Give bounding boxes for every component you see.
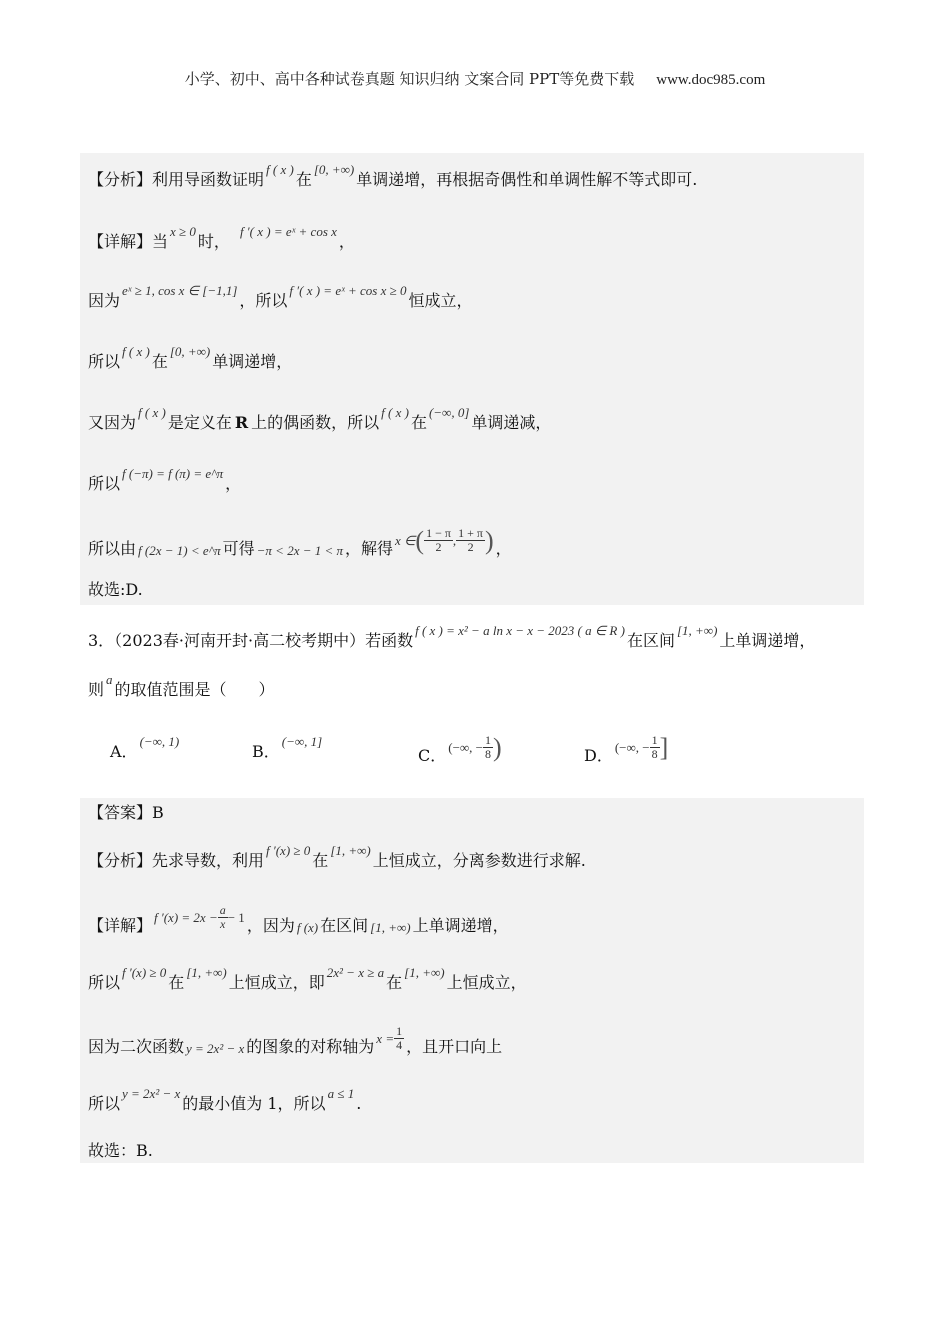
math-expr: f ( x ) (122, 344, 150, 359)
q3-stem-line2: 则 a 的取值范围是（ ） (88, 672, 275, 699)
sol2-line6: 所以 f (−π) = f (π) = e^π ， (88, 466, 242, 493)
math-expr: [0, +∞) (169, 344, 211, 359)
sol3-line3: 所以 f ′(x) ≥ 0 在 [1, +∞) 上恒成立，即 2x² − x ≥ a 在 [1, +∞) 上恒成立， (88, 965, 527, 992)
sol3-detail: 【详解】 f ′(x) = 2x − $\frac{a}{x}$ − 1 ，因为 f (x) 在区间 [1, +∞) 上单调递增， (88, 912, 509, 939)
sol3-line4: 因为二次函数 y = 2x² − x 的图象的对称轴为 x = $\frac{1}{4}$ ，且开口向上 (88, 1033, 502, 1060)
sol3-answer: 【答案】B (88, 803, 164, 822)
q3-option-a[interactable]: A． (−∞, 1) (110, 734, 180, 761)
math-expr: a (106, 672, 113, 687)
sol3-analysis: 【分析】先求导数，利用 f ′(x) ≥ 0 在 [1, +∞) 上恒成立，分离参数进行求解. (88, 843, 586, 870)
sol2-line3: 因为 eˣ ≥ 1, cos x ∈ [−1,1] ，所以 f ′( x ) = eˣ + cos x ≥ 0 恒成立， (88, 283, 473, 310)
sol3-line5: 所以 y = 2x² − x 的最小值为 1，所以 a ≤ 1 . (88, 1086, 362, 1113)
math-expr: (−∞, 0] (428, 405, 470, 420)
sol2-line4: 所以 f ( x ) 在 [0, +∞) 单调递增， (88, 344, 293, 371)
math-expr: x = $\frac{1}{4}$ (376, 1024, 403, 1052)
math-expr: f ′(x) = 2x − $\frac{a}{x}$ − 1 (154, 903, 245, 931)
math-expr: y = 2x² − x (186, 1040, 245, 1056)
sol2-choice: 故选:D. (88, 580, 143, 599)
math-expr: [1, +∞) (370, 919, 411, 935)
header-text: 小学、初中、高中各种试卷真题 知识归纳 文案合同 PPT等免费下载 (184, 70, 635, 88)
header-url[interactable]: www.doc985.com (656, 72, 766, 88)
math-expr: [1, +∞) (186, 965, 227, 980)
math-expr: f (−π) = f (π) = e^π (122, 466, 224, 481)
math-expr: [1, +∞) (404, 965, 445, 980)
math-expr: x ≥ 0 (170, 224, 196, 239)
math-expr: [1, +∞) (330, 843, 371, 858)
page-header (0, 68, 950, 89)
math-expr: 2x² − x ≥ a (326, 965, 385, 980)
math-expr: f ′(x) ≥ 0 (266, 843, 311, 858)
math-expr: f (x) (296, 919, 319, 935)
q3-option-c[interactable]: C． (−∞, − $\frac{1}{8}$ ) (418, 732, 502, 765)
q3-stem: 3．（2023春·河南开封·高二校考期中）若函数 f ( x ) = x² − a ln x − x − 2023 ( a ∈ R ) 在区间 [1, +∞) 上单调递增， (88, 623, 816, 650)
math-expr: f (2x − 1) < e^π (138, 542, 221, 558)
math-expr: a ≤ 1 (327, 1086, 355, 1101)
math-expr: f ′( x ) = eˣ + cos x ≥ 0 (289, 283, 407, 298)
math-expr: y = 2x² − x (122, 1086, 181, 1101)
q3-option-b[interactable]: B． (−∞, 1] (252, 734, 323, 761)
sol2-analysis: 【分析】利用导函数证明 f ( x ) 在 [0, +∞) 单调递增，再根据奇偶性和单调性解不等式即可. (88, 162, 698, 189)
math-expr: f ( x ) (266, 162, 294, 177)
math-expr: f ′(x) ≥ 0 (122, 965, 167, 980)
math-expr: f ( x ) (381, 405, 409, 420)
math-interval: x ∈ ( $\frac{1 - \pi}{2}$ , $\frac{1 + \pi}{2}$ ) (395, 525, 494, 555)
sol2-line5: 又因为 f ( x ) 是定义在 R 上的偶函数，所以 f ( x ) 在 (−∞, 0] 单调递减， (88, 405, 552, 432)
math-expr: eˣ ≥ 1, cos x ∈ [−1,1] (122, 283, 238, 298)
math-expr: [0, +∞) (313, 162, 355, 177)
math-expr: [1, +∞) (676, 623, 718, 638)
math-expr: −π < 2x − 1 < π (256, 542, 344, 558)
math-expr: f ′( x ) = eˣ + cos x (239, 224, 337, 239)
sol2-detail: 【详解】当 x ≥ 0 时， f ′( x ) = eˣ + cos x ， (88, 224, 355, 251)
math-expr: f ( x ) = x² − a ln x − x − 2023 ( a ∈ R ) (415, 623, 625, 638)
q3-option-d[interactable]: D． (−∞, − $\frac{1}{8}$ ] (584, 732, 669, 765)
sol2-line7: 所以由 f (2x − 1) < e^π 可得 −π < 2x − 1 < π ，解得 x ∈ ( $\frac{1 - \pi}{2}$ , $\frac{1 + \pi}{2}$ ) ， (88, 535, 512, 562)
math-expr: f ( x ) (138, 405, 166, 420)
sol3-choice: 故选：B. (88, 1141, 153, 1160)
